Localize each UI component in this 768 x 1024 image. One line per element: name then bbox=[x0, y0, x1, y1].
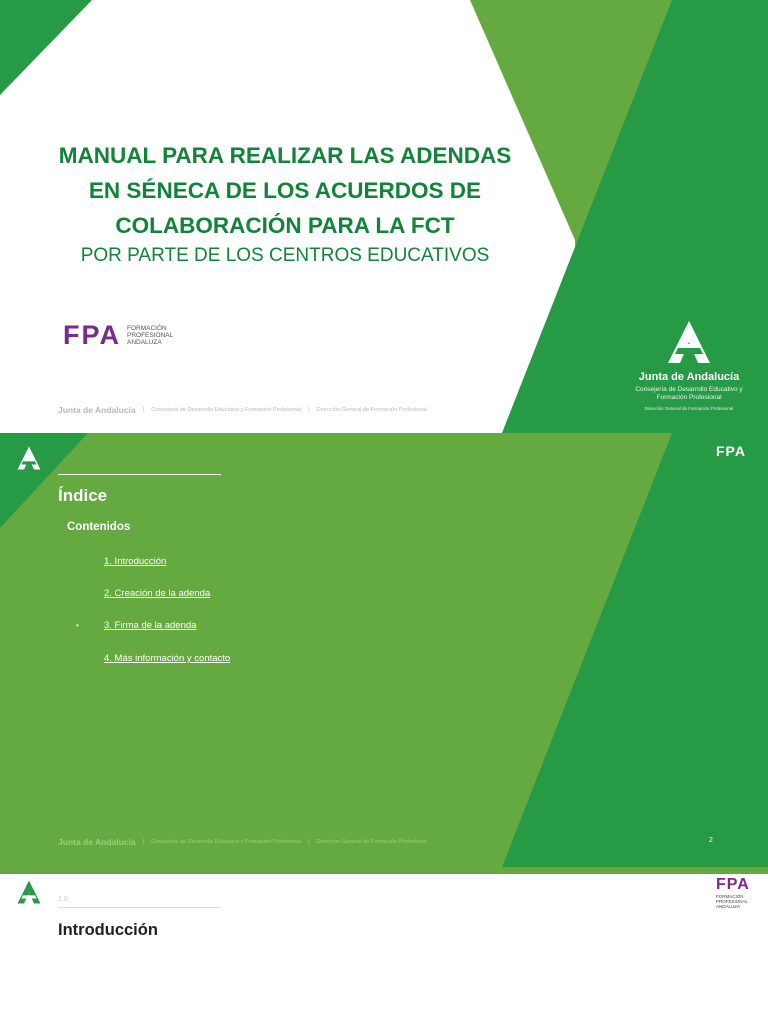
andalucia-a-icon bbox=[16, 446, 42, 470]
footer-direction: Dirección General de Formación Profesional bbox=[316, 839, 427, 845]
footer-department: Consejería de Desarrollo Educativo y Formación Profesional bbox=[151, 839, 302, 845]
footer-direction: Dirección General de Formación Profesional bbox=[316, 407, 427, 413]
top-left-green-triangle bbox=[0, 433, 88, 528]
index-link-firma[interactable]: 3. Firma de la adenda bbox=[104, 620, 197, 631]
andalucia-a-icon bbox=[16, 880, 42, 904]
intro-top-strip bbox=[0, 867, 768, 875]
cover-title bbox=[40, 138, 530, 243]
fpa-logo bbox=[63, 322, 173, 349]
fpa-logo bbox=[716, 876, 750, 909]
footer-separator: | bbox=[142, 407, 145, 413]
cover-title-line: MANUAL PARA REALIZAR LAS ADENDAS bbox=[58, 143, 512, 168]
footer-department: Consejería de Desarrollo Educativo y Formación Profesional bbox=[151, 407, 302, 413]
junta-department-line: Consejería de Desarrollo Educativo y bbox=[635, 386, 743, 393]
index-title: Índice bbox=[58, 486, 108, 505]
cover-slide bbox=[0, 0, 768, 433]
list-bullet: • bbox=[76, 621, 79, 630]
fpa-logo-mark bbox=[63, 322, 121, 349]
fpa-logo-text-line: PROFESIONAL bbox=[127, 331, 174, 339]
index-background-shapes bbox=[0, 433, 768, 867]
cover-subtitle: POR PARTE DE LOS CENTROS EDUCATIVOS bbox=[80, 245, 490, 266]
index-subtitle: Contenidos bbox=[67, 521, 131, 533]
cover-title-line: EN SÉNECA DE LOS ACUERDOS DE bbox=[88, 178, 482, 203]
section-number: 1.0 bbox=[58, 896, 68, 903]
index-slide bbox=[0, 433, 768, 867]
junta-name: Junta de Andalucía bbox=[638, 371, 740, 383]
fpa-logo-text-line: ANDALUZA bbox=[716, 904, 741, 909]
junta-de-andalucia-logo bbox=[625, 320, 753, 412]
fpa-logo bbox=[716, 443, 746, 459]
junta-department-line: Formación Profesional bbox=[656, 394, 722, 401]
fpa-logo-letters: FPA bbox=[716, 443, 746, 459]
dark-green-band bbox=[502, 433, 768, 867]
title-divider bbox=[58, 474, 221, 475]
footer-separator: | bbox=[308, 839, 310, 845]
top-left-green-triangle bbox=[0, 0, 92, 95]
footer-separator: | bbox=[308, 407, 310, 413]
fpa-logo-text-line: ANDALUZA bbox=[127, 339, 162, 347]
footer-org: Junta de Andalucía bbox=[58, 405, 136, 415]
andalucia-a-icon bbox=[667, 320, 711, 364]
index-link-contacto[interactable]: 4. Más información y contacto bbox=[104, 653, 231, 664]
index-footer bbox=[58, 837, 427, 847]
index-link-creacion[interactable]: 2. Creación de la adenda bbox=[104, 588, 211, 599]
fpa-logo-text bbox=[716, 894, 750, 909]
junta-direction: Dirección General de Formación Profesional bbox=[644, 406, 734, 411]
cover-footer bbox=[58, 405, 427, 415]
fpa-logo-text-line: FORMACIÓN bbox=[716, 894, 744, 899]
fpa-logo-letters: FPA bbox=[63, 320, 121, 350]
section-title: Introducción bbox=[58, 921, 158, 939]
cover-title-line: COLABORACIÓN PARA LA FCT bbox=[115, 213, 455, 238]
intro-slide bbox=[0, 867, 768, 1024]
fpa-logo-text-line: FORMACIÓN bbox=[127, 324, 167, 332]
footer-separator: | bbox=[142, 839, 145, 845]
junta-department bbox=[625, 386, 753, 402]
index-link-introduccion[interactable]: 1. Introducción bbox=[104, 556, 167, 567]
fpa-logo-text bbox=[127, 325, 173, 347]
fpa-logo-text-line: PROFESIONAL bbox=[716, 899, 749, 904]
fpa-logo-letters: FPA bbox=[716, 876, 750, 893]
title-divider bbox=[58, 907, 221, 908]
page-number: 2 bbox=[709, 837, 713, 844]
footer-org: Junta de Andalucía bbox=[58, 837, 136, 847]
